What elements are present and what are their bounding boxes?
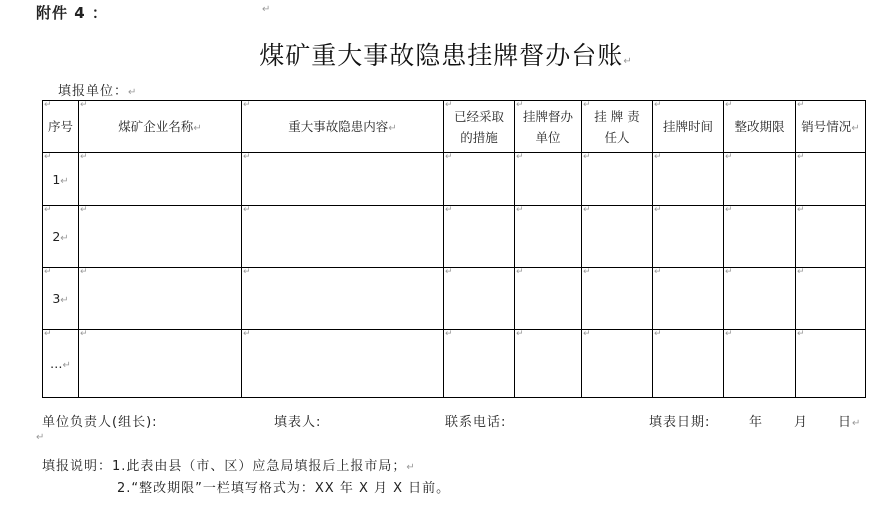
table-cell[interactable]: ↵ [724,153,796,206]
note-line-2: 2.“整改期限”一栏填写格式为：XX 年 X 月 X 日前。 [117,481,451,496]
date-label: 填表日期: [649,415,711,430]
column-header-supervisor: ↵ 挂牌督办单位 [515,101,582,153]
column-header-status: ↵ 销号情况↵ [796,101,866,153]
column-header-deadline: ↵ 整改期限 [724,101,796,153]
column-header-responsible: ↵ 挂 牌 责任人 [582,101,653,153]
phone-label: 联系电话: [445,415,507,430]
table-cell[interactable]: ↵ [242,330,444,398]
attachment-label: 附件 4 ： [36,4,108,22]
table-cell[interactable]: ↵ [582,206,653,268]
table-row [43,268,866,330]
leader-label: 单位负责人(组长): [42,415,158,430]
paragraph-mark: ↵ [36,432,45,443]
table-cell[interactable]: ↵ [796,206,866,268]
ledger-table [42,100,866,398]
table-cell[interactable]: ↵ [796,153,866,206]
row-index: ↵ 1↵ [43,153,79,206]
table-cell[interactable]: ↵ [515,268,582,330]
row-index: ↵ …↵ [43,330,79,398]
table-cell[interactable]: ↵ [515,206,582,268]
table-cell[interactable]: ↵ [724,206,796,268]
table-row [43,153,866,206]
date-year: 年 [749,415,764,430]
table-cell[interactable]: ↵ [515,153,582,206]
column-header-time: ↵ 挂牌时间 [653,101,724,153]
column-header-company: ↵ 煤矿企业名称↵ [79,101,242,153]
row-index: ↵ 3↵ [43,268,79,330]
page-title: 煤矿重大事故隐患挂牌督办台账↵ [259,41,633,70]
paragraph-mark: ↵ [262,4,271,15]
table-row [43,206,866,268]
fill-unit-label: 填报单位：↵ [58,84,138,99]
row-index: ↵ 2↵ [43,206,79,268]
table-cell[interactable]: ↵ [582,153,653,206]
table-cell[interactable]: ↵ [242,206,444,268]
table-cell[interactable]: ↵ [444,206,515,268]
table-cell[interactable]: ↵ [582,330,653,398]
table-cell[interactable]: ↵ [79,268,242,330]
table-cell[interactable]: ↵ [724,330,796,398]
date-month: 月 [794,415,809,430]
table-cell[interactable]: ↵ [582,268,653,330]
table-cell[interactable]: ↵ [242,268,444,330]
column-header-hazard: ↵ 重大事故隐患内容↵ [242,101,444,153]
table-cell[interactable]: ↵ [653,268,724,330]
table-cell[interactable]: ↵ [444,330,515,398]
table-cell[interactable]: ↵ [444,268,515,330]
column-header-index: ↵ 序号 [43,101,79,153]
table-cell[interactable]: ↵ [796,330,866,398]
table-cell[interactable]: ↵ [79,330,242,398]
table-cell[interactable]: ↵ [653,153,724,206]
filler-label: 填表人: [274,415,322,430]
table-cell[interactable]: ↵ [79,206,242,268]
date-day: 日↵ [838,415,862,430]
table-cell[interactable]: ↵ [653,206,724,268]
note-line-1: 填报说明：1.此表由县（市、区）应急局填报后上报市局；↵ [42,459,416,474]
table-cell[interactable]: ↵ [242,153,444,206]
table-cell[interactable]: ↵ [79,153,242,206]
table-cell[interactable]: ↵ [724,268,796,330]
table-cell[interactable]: ↵ [444,153,515,206]
table-row [43,330,866,398]
column-header-measures: ↵ 已经采取的措施 [444,101,515,153]
table-cell[interactable]: ↵ [515,330,582,398]
table-cell[interactable]: ↵ [796,268,866,330]
table-cell[interactable]: ↵ [653,330,724,398]
header-row [43,101,866,153]
